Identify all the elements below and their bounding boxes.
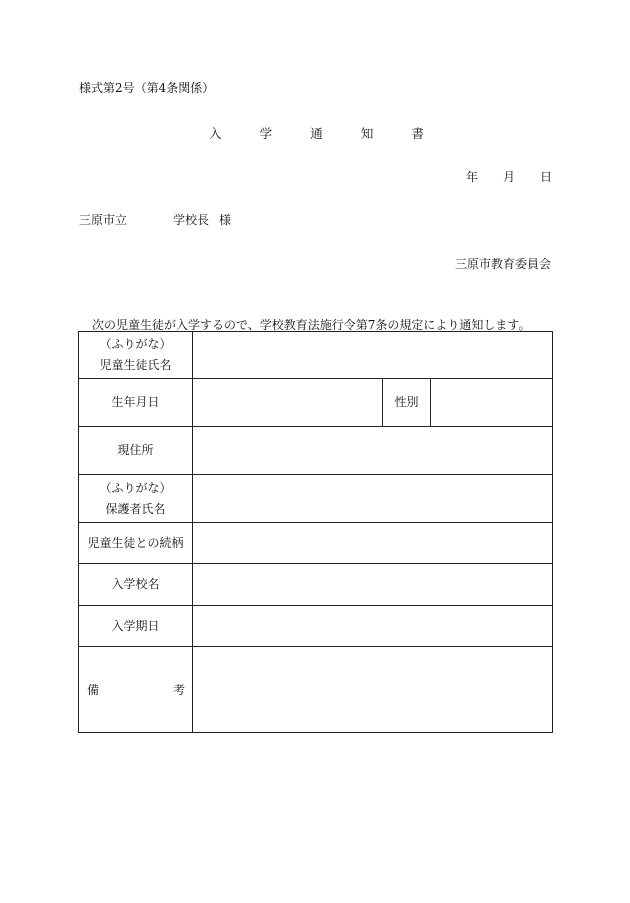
student-name-field[interactable] — [193, 332, 553, 379]
date-month-label: 月 — [502, 170, 515, 184]
date-year-label: 年 — [466, 170, 479, 184]
row-remarks — [79, 647, 553, 733]
document-title — [209, 124, 424, 142]
remarks-label-right: 考 — [172, 683, 185, 697]
birth-date-label: 生年月日 — [79, 379, 193, 427]
title-char-2: 学 — [259, 126, 273, 141]
date-day-label: 日 — [539, 170, 552, 184]
remarks-label — [79, 647, 193, 733]
row-address — [79, 427, 553, 475]
row-relation — [79, 523, 553, 564]
remarks-field[interactable] — [193, 647, 553, 733]
relation-label: 児童生徒との続柄 — [79, 523, 193, 564]
addressee — [79, 211, 231, 228]
birth-date-field[interactable] — [193, 379, 383, 427]
addressee-school-head: 学校長 — [173, 213, 210, 227]
form-number: 様式第2号（第4条関係） — [79, 81, 215, 95]
guardian-name-furigana: （ふりがな） — [99, 480, 172, 495]
date-line — [466, 168, 552, 185]
entry-date-label: 入学期日 — [79, 606, 193, 647]
title-char-5: 書 — [411, 126, 424, 141]
remarks-label-left: 備 — [87, 683, 100, 697]
address-field[interactable] — [193, 427, 553, 475]
gender-field[interactable] — [431, 379, 553, 427]
student-name-label-text: 児童生徒氏名 — [99, 358, 172, 372]
student-name-label — [79, 332, 193, 379]
row-entry-date — [79, 606, 553, 647]
row-birth-date — [79, 379, 553, 427]
row-school-name — [79, 564, 553, 606]
intro-text: 次の児童生徒が入学するので、学校教育法施行令第7条の規定により通知します。 — [92, 318, 531, 332]
school-name-field[interactable] — [193, 564, 553, 606]
notice-table — [78, 331, 553, 733]
gender-label: 性別 — [383, 379, 431, 427]
guardian-name-field[interactable] — [193, 475, 553, 523]
title-char-4: 知 — [360, 126, 374, 141]
row-student-name — [79, 332, 553, 379]
title-char-3: 通 — [310, 126, 323, 141]
guardian-name-label-text: 保護者氏名 — [105, 501, 166, 516]
entry-date-field[interactable] — [193, 606, 553, 647]
address-label: 現住所 — [79, 427, 193, 475]
sender: 三原市教育委員会 — [454, 257, 551, 271]
student-name-furigana: （ふりがな） — [99, 337, 172, 351]
school-name-label: 入学校名 — [79, 564, 193, 606]
guardian-name-label — [79, 475, 193, 523]
addressee-honorific: 様 — [219, 213, 232, 227]
row-guardian-name — [79, 475, 553, 523]
addressee-city: 三原市立 — [79, 213, 128, 227]
relation-field[interactable] — [193, 523, 553, 564]
title-char-1: 入 — [209, 126, 222, 141]
